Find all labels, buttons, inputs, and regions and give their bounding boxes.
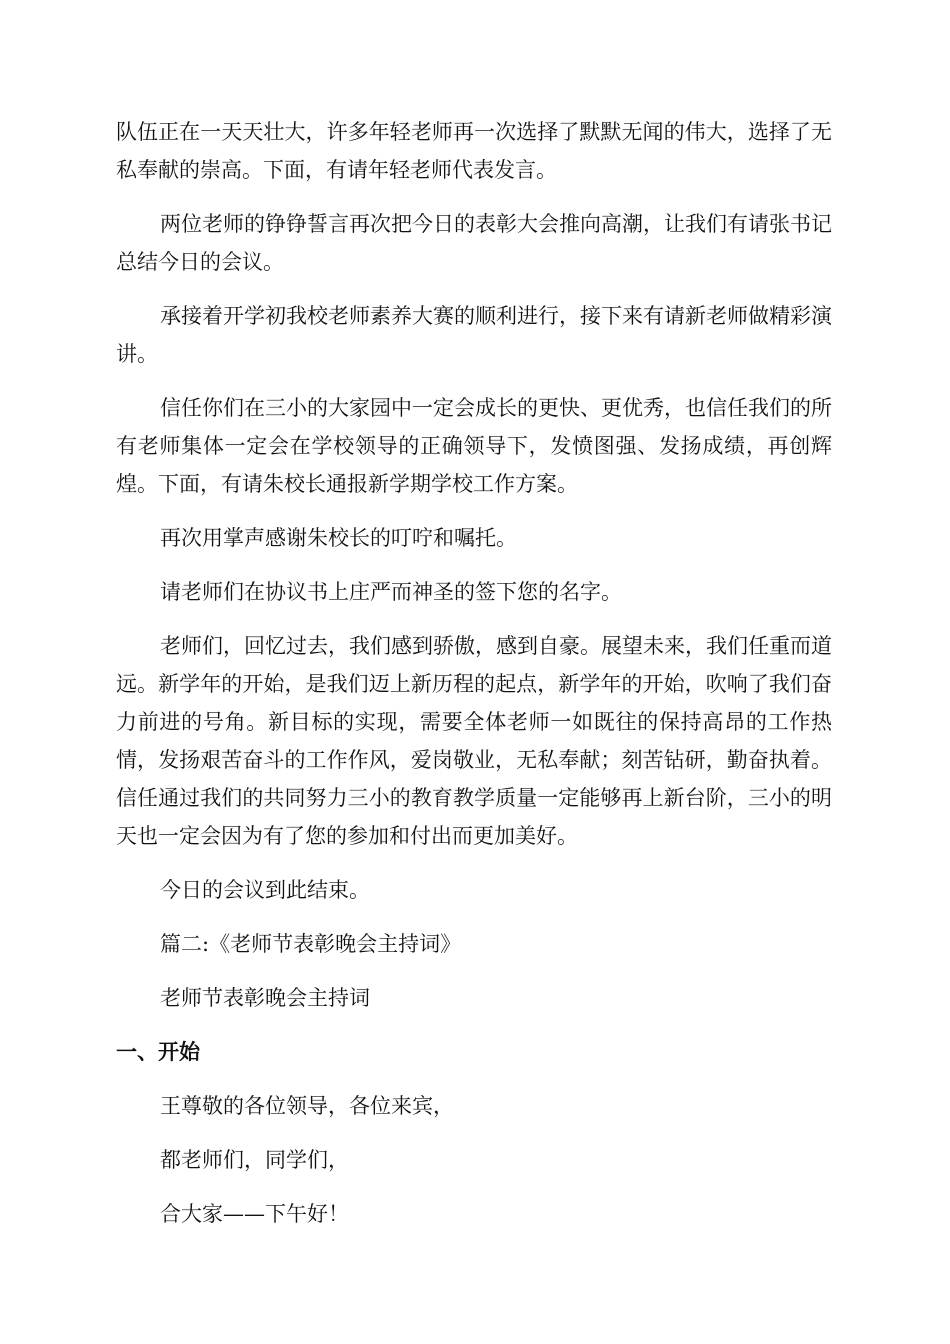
paragraph: 今日的会议到此结束。 (160, 878, 370, 902)
paragraph: 请老师们在协议书上庄严而神圣的签下您的名字。 (160, 580, 622, 604)
paragraph: 老师们，回忆过去，我们感到骄傲，感到自豪。展望未来，我们任重而道远。新学年的开始，是我们迈上新历程的起点，新学年的开始，吹响了我们奋力前进的号角。新目标的实现，需要全体老师一如既往的保持高昂的工作热情，发扬艰苦奋斗的工作作风，爱岗敬业，无私奉献；刻苦钻研，勤奋执着。信任通过我们的共同努力三小的教育教学质量一定能够再上新台阶，三小的明天也一定会因为有了您的参加和付出而更加美好。 (116, 634, 832, 848)
paragraph: 再次用掌声感谢朱校长的叮咛和嘱托。 (160, 526, 517, 550)
paragraph: 合大家——下午好！ (160, 1202, 349, 1226)
section-heading: 一、开始 (116, 1040, 200, 1064)
paragraph: 承接着开学初我校老师素养大赛的顺利进行，接下来有请新老师做精彩演讲。 (116, 304, 832, 366)
document-body (116, 113, 832, 1249)
section-title: 篇二:《老师节表彰晚会主持词》 (160, 932, 462, 956)
paragraph: 都老师们，同学们， (160, 1148, 349, 1172)
paragraph-continuation: 队伍正在一天天壮大，许多年轻老师再一次选择了默默无闻的伟大，选择了无私奉献的崇高。下面，有请年轻老师代表发言。 (116, 120, 832, 182)
subtitle: 老师节表彰晚会主持词 (160, 986, 370, 1010)
paragraph: 两位老师的铮铮誓言再次把今日的表彰大会推向高潮，让我们有请张书记总结今日的会议。 (116, 212, 832, 274)
paragraph: 信任你们在三小的大家园中一定会成长的更快、更优秀，也信任我们的所有老师集体一定会在学校领导的正确领导下，发愤图强、发扬成绩，再创辉煌。下面，有请朱校长通报新学期学校工作方案。 (116, 396, 832, 496)
paragraph: 王尊敬的各位领导，各位来宾， (160, 1094, 454, 1118)
